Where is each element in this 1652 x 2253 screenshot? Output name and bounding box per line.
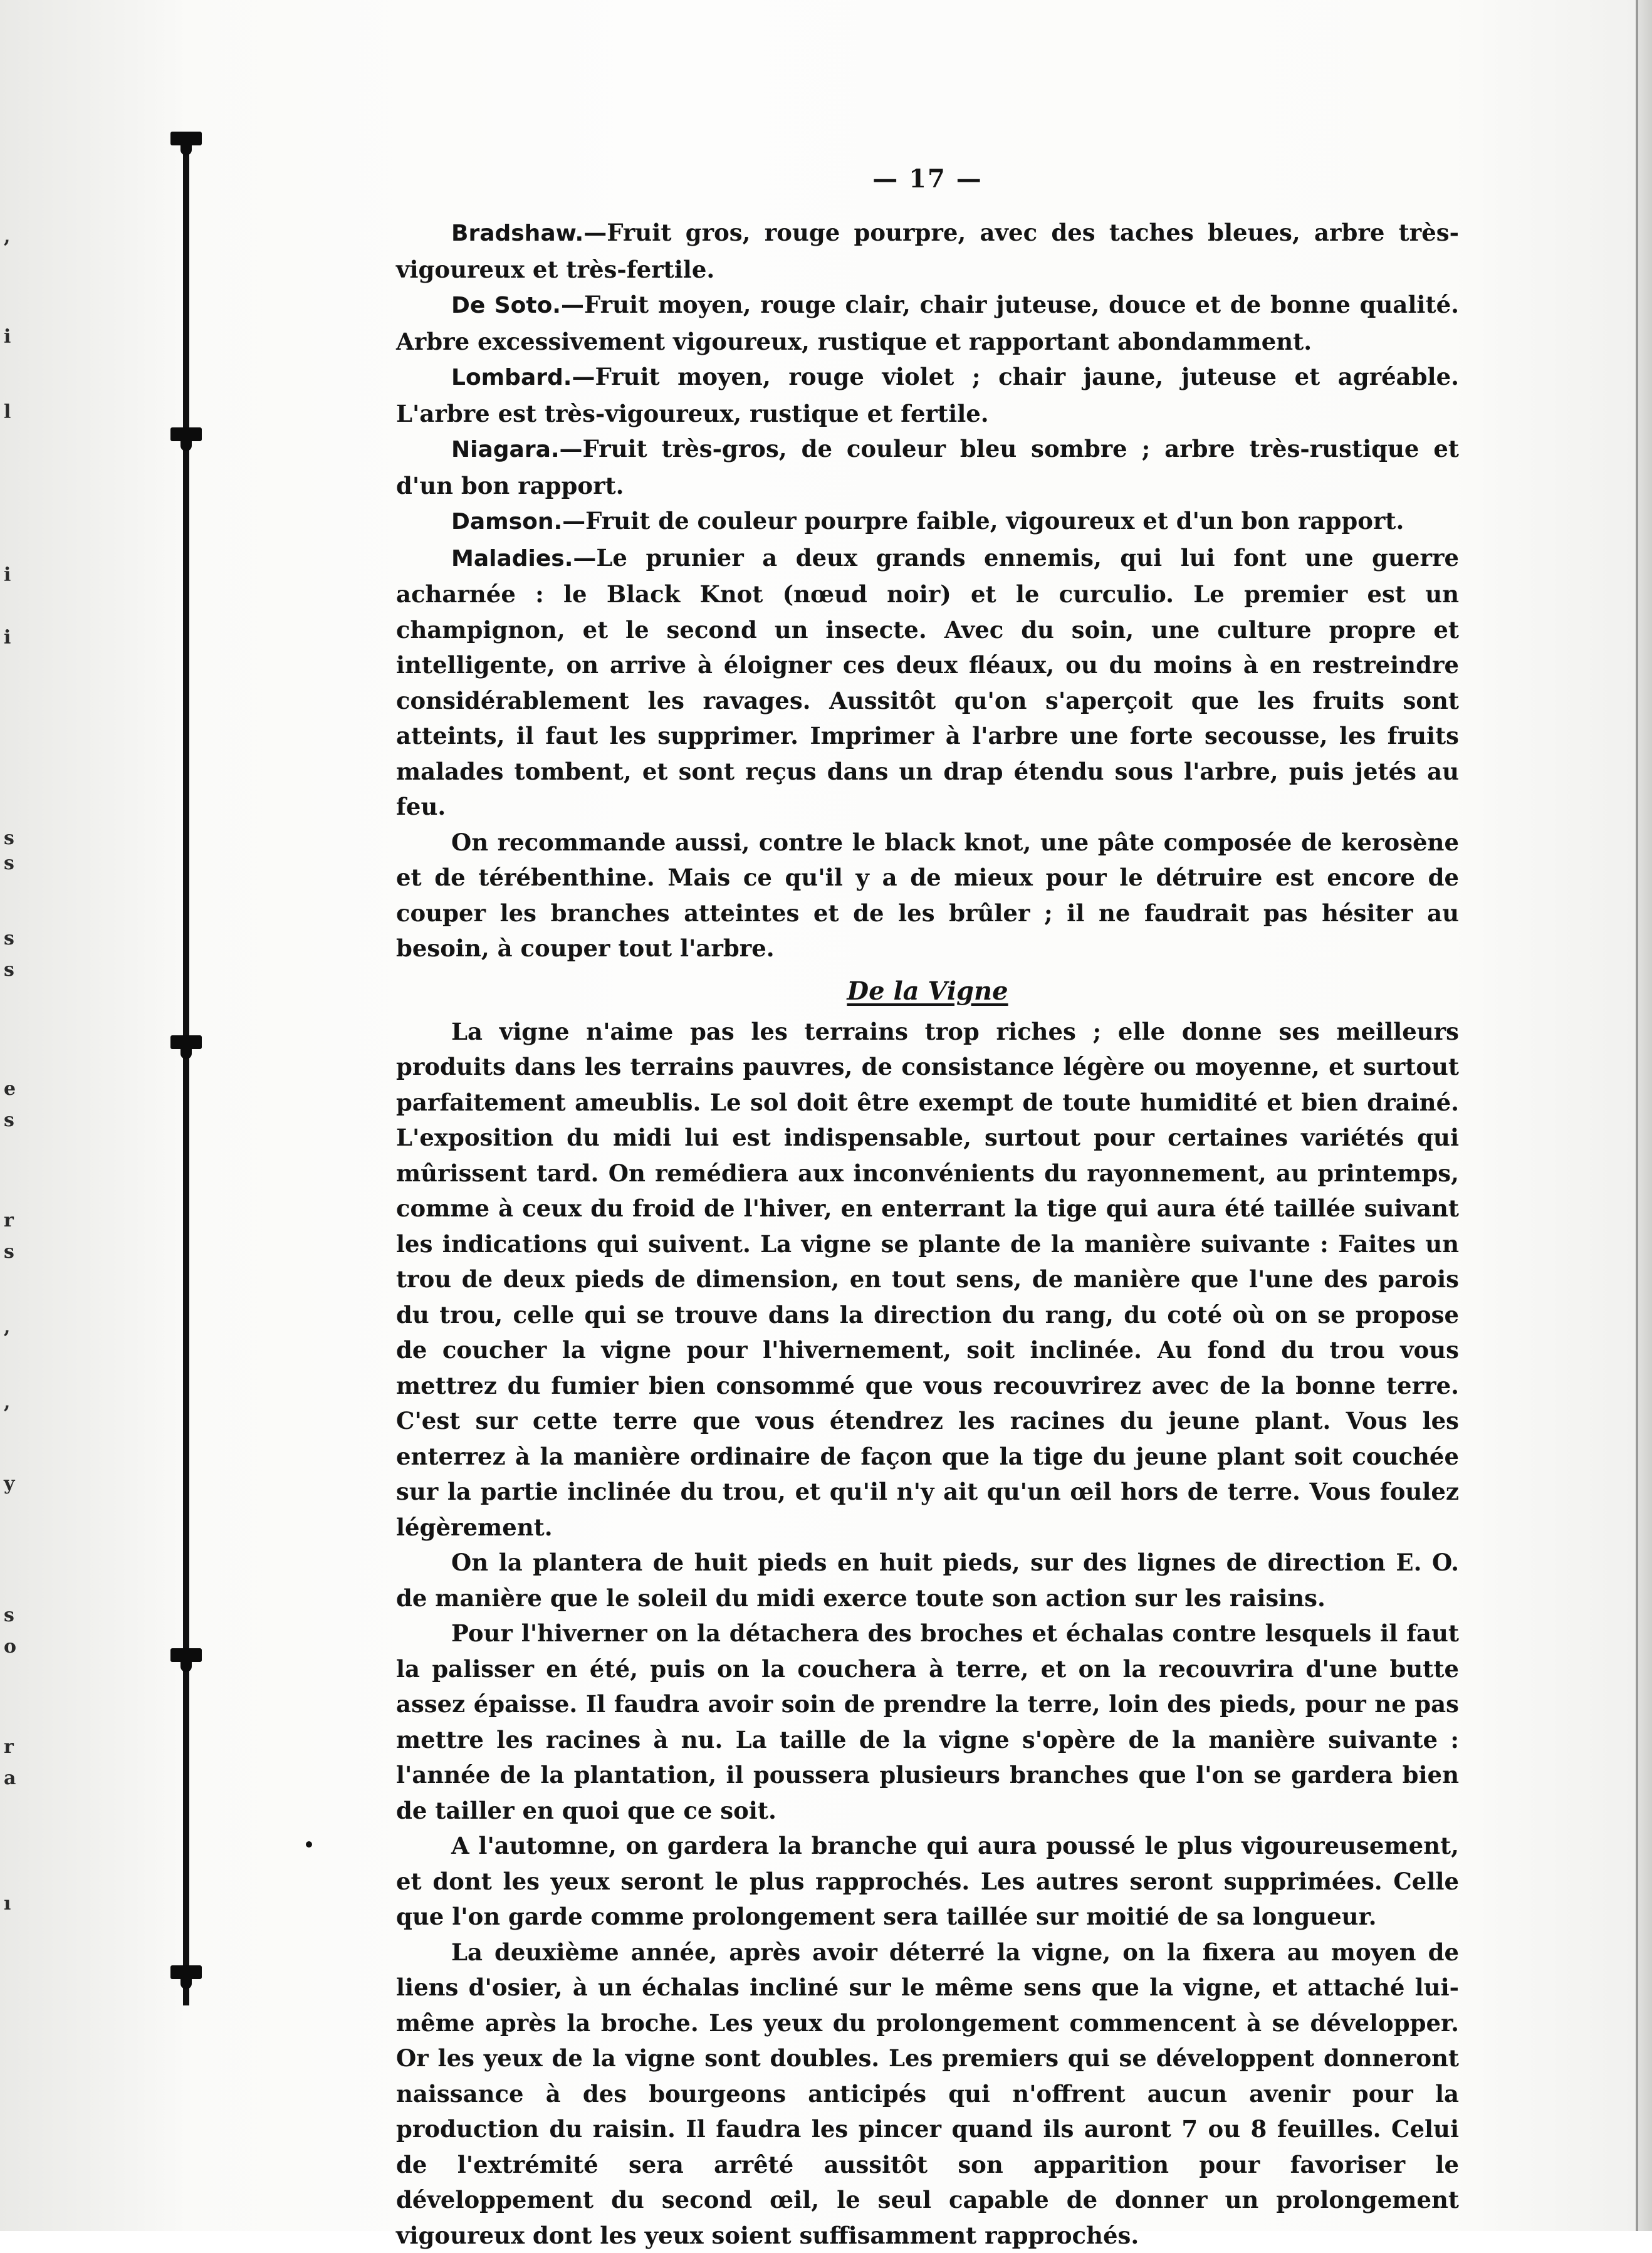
margin-mark: [306, 1841, 312, 1848]
paragraph-vigne-plantation: On la plantera de huit pieds en huit pieds, sur des lignes de direction E. O. de manière que le soleil du midi exerce toute son action sur les raisins.: [396, 1545, 1459, 1616]
paragraph-de-soto: [396, 287, 1459, 359]
paragraph-maladies: [396, 540, 1459, 825]
term-label: Bradshaw.: [451, 221, 583, 246]
paragraph-damson: [396, 503, 1459, 540]
binding-stitch: [170, 427, 202, 441]
binding-stitch: [170, 1035, 202, 1049]
term-label: Damson.: [451, 509, 562, 535]
term-label: Niagara.: [451, 437, 560, 463]
paragraph-text: —Fruit moyen, rouge violet ; chair jaune, juteuse et agréable. L'arbre est très-vigoureux, rustique et fertile.: [396, 363, 1459, 427]
paragraph-lombard: [396, 359, 1459, 431]
paragraph-vigne-hiverner: Pour l'hiverner on la détachera des broches et échalas contre lesquels il faut la palisser en été, puis on la couchera à terre, et on la recouvrira d'une butte assez épaisse. Il faudra avoir soin de prendre la terre, loin des pieds, pour ne pas mettre les racines à nu. La taille de la vigne s'opère de la manière suivante : l'année de la plantation, il poussera plusieurs branches que l'on se gardera bien de tailler en quoi que ce soit.: [396, 1616, 1459, 1828]
paragraph-vigne-automne: A l'automne, on gardera la branche qui aura poussé le plus vigoureusement, et dont les yeux seront le plus rapprochés. Les autres seront supprimées. Celle que l'on garde comme prolongement sera taillée sur moitié de sa longueur.: [396, 1828, 1459, 1935]
paragraph-text: —Fruit très-gros, de couleur bleu sombre ; arbre très-rustique et d'un bon rapport.: [396, 435, 1459, 499]
adjacent-page-edge: , i l i i s s s s e s r s , , y s o r a ı: [0, 0, 188, 2231]
paragraph-vigne-deuxieme-annee: La deuxième année, après avoir déterré la vigne, on la fixera au moyen de liens d'osier, à un échalas incliné sur le même sens que la vigne, et attaché lui-même après la broche. Les yeux du prolongement commencent à se développer. Or les yeux de la vigne sont doubles. Les premiers qui se développent donneront naissance à des bourgeons anticipés qui n'offrent aucun avenir pour la production du raisin. Il faudra les pincer quand ils auront 7 ou 8 feuilles. Celui de l'extrémité sera arrêté aussitôt son apparition pour favoriser le développement du second œil, le seul capable de donner un prolongement vigoureux dont les yeux soient suffisamment rapprochés.: [396, 1935, 1459, 2253]
paragraph-vigne-terrain: La vigne n'aime pas les terrains trop riches ; elle donne ses meilleurs produits dans les terrains pauvres, de consistance légère ou moyenne, et surtout parfaitement ameublis. Le sol doit être exempt de toute humidité et bien drainé. L'exposition du midi lui est indispensable, surtout pour certaines variétés qui mûrissent tard. On remédiera aux inconvénients du rayonnement, au printemps, comme à ceux du froid de l'hiver, en enterrant la tige qui aura été taillée suivant les indications qui suivent. La vigne se plante de la manière suivante : Faites un trou de deux pieds de dimension, en tout sens, de manière que l'une des parois du trou, celle qui se trouve dans la direction du rang, du coté où on se propose de coucher la vigne pour l'hivernement, soit inclinée. Au fond du trou vous mettrez du fumier bien consommé que vous recouvrirez avec de la bonne terre. C'est sur cette terre que vous étendrez les racines du jeune plant. Vous les enterrez à la manière ordinaire de façon que la tige du jeune plant soit couchée sur la partie inclinée du trou, et qu'il n'y ait qu'un œil hors de terre. Vous foulez légèrement.: [396, 1014, 1459, 1545]
paragraph-niagara: [396, 431, 1459, 503]
paragraph-text: —Le prunier a deux grands ennemis, qui lui font une guerre acharnée : le Black Knot (nœud noir) et le curculio. Le premier est un champignon, et le second un insecte. Avec du soin, une culture propre et intelligente, on arrive à éloigner ces deux fléaux, ou du moins à en restreindre considérablement les ravages. Aussitôt qu'on s'aperçoit que les fruits sont atteints, il faut les supprimer. Imprimer à l'arbre une forte secousse, les fruits malades tombent, et sont reçus dans un drap étendu sous l'arbre, puis jetés au feu.: [396, 544, 1459, 821]
section-title: De la Vigne: [396, 975, 1459, 1008]
binding-thread: [183, 132, 189, 2005]
paragraph-black-knot: [396, 825, 1459, 966]
text-column: [396, 164, 1459, 2253]
paragraph-bradshaw: [396, 215, 1459, 287]
binding-stitch: [170, 1965, 202, 1979]
page-number: — 17 —: [396, 164, 1459, 194]
paragraph-text: —Fruit gros, rouge pourpre, avec des taches bleues, arbre très-vigoureux et très-fertile.: [396, 219, 1459, 283]
binding-stitch: [170, 1648, 202, 1662]
term-label: Maladies.: [451, 546, 573, 572]
paragraph-text: On recommande aussi, contre le black knot, une pâte composée de kerosène et de térébenthine. Mais ce qu'il y a de mieux pour le détruire est encore de couper les branches atteintes et de les brûler ; il ne faudrait pas hésiter au besoin, à couper tout l'arbre.: [396, 829, 1459, 963]
term-label: Lombard.: [451, 365, 572, 390]
term-label: De Soto.: [451, 293, 561, 318]
paragraph-text: —Fruit de couleur pourpre faible, vigoureux et d'un bon rapport.: [562, 507, 1404, 535]
page-edge-shadow: [1636, 0, 1652, 2231]
paragraph-text: —Fruit moyen, rouge clair, chair juteuse, douce et de bonne qualité. Arbre excessivement vigoureux, rustique et rapportant abondamment.: [396, 291, 1459, 355]
binding-stitch: [170, 132, 202, 145]
